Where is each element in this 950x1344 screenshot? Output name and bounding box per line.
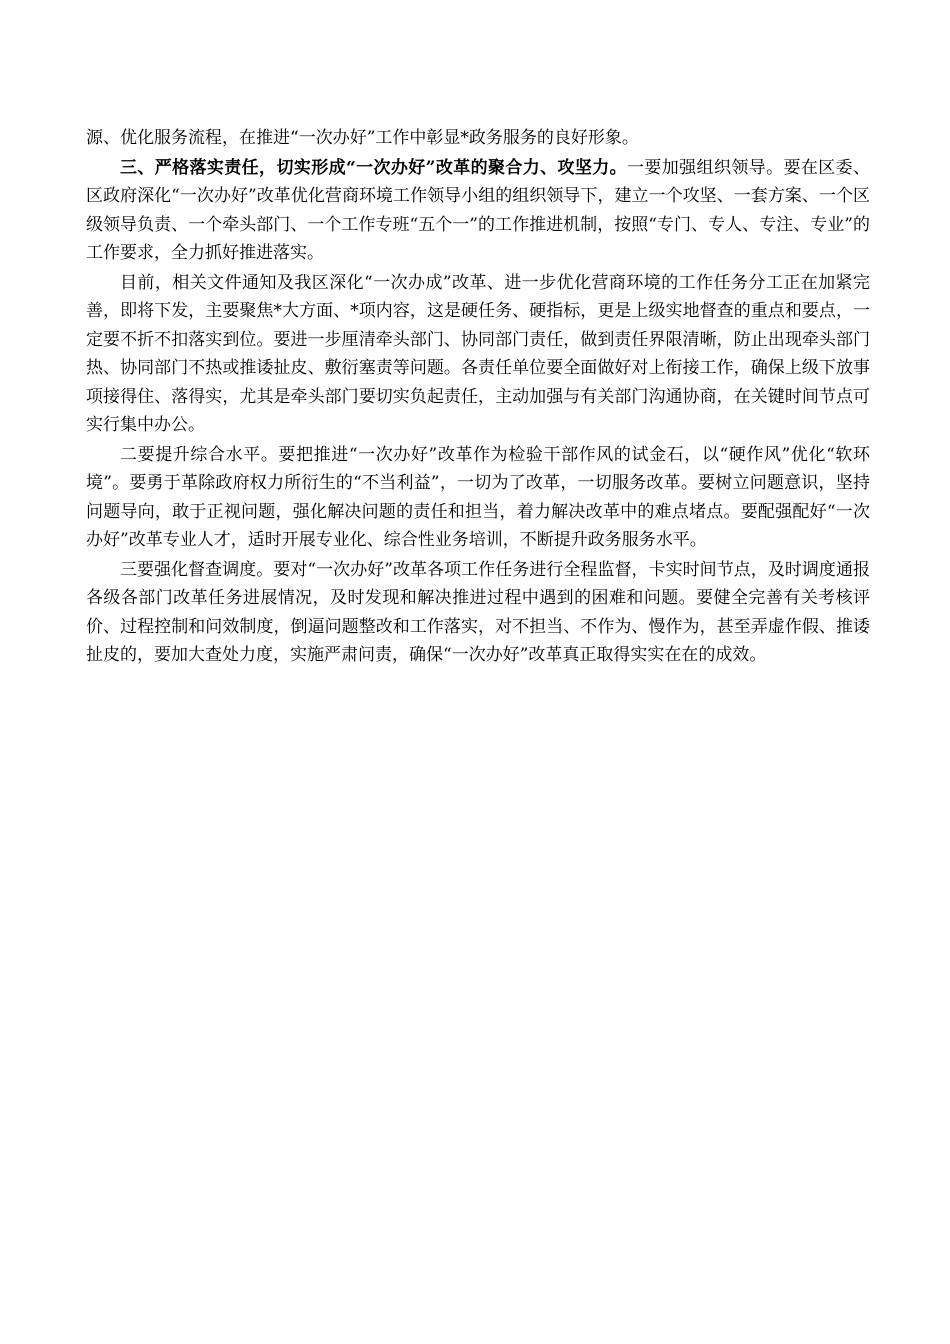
paragraph-text: 目前，相关文件通知及我区深化“一次办成”改革、进一步优化营商环境的工作任务分工正在加紧完善，即将下发，主要聚焦*大方面、*项内容，这是硬任务、硬指标，更是上级实地督查的重点和要点，一定要不折不扣落实到位。要进一步厘清牵头部门、协同部门责任，做到责任界限清晰，防止出现牵头部门热、协同部门不热或推诿扯皮、敷衍塞责等问题。各责任单位要全面做好对上衔接工作，确保上级下放事项接得住、落得实，尤其是牵头部门要切实负起责任，主动加强与有关部门沟通协商，在关键时间节点可实行集中办公。 [86,272,870,435]
paragraph-text: 二要提升综合水平。要把推进“一次办好”改革作为检验干部作风的试金石，以“硬作风”优化“软环境”。要勇于革除政府权力所衍生的“不当利益”，一切为了改革，一切服务改革。要树立问题意识，坚持问题导向，敢于正视问题，强化解决问题的责任和担当，着力解决改革中的难点堵点。要配强配好“一次办好”改革专业人才，适时开展专业化、综合性业务培训，不断提升政务服务水平。 [86,444,870,550]
paragraph-continuation [86,124,870,153]
paragraph-supervision [86,556,870,670]
paragraph-section-three [86,154,870,268]
paragraph-text: 三要强化督查调度。要对“一次办好”改革各项工作任务进行全程监督，卡实时间节点，及时调度通报各级各部门改革任务进展情况，及时发现和解决推进过程中遇到的困难和问题。要健全完善有关考核评价、过程控制和问效制度，倒逼问题整改和工作落实，对不担当、不作为、慢作为，甚至弄虚作假、推诿扯皮的，要加大查处力度，实施严肃问责，确保“一次办好”改革真正取得实实在在的成效。 [86,559,870,665]
section-heading: 三、严格落实责任，切实形成“一次办好”改革的聚合力、攻坚力。 [120,157,628,178]
paragraph-improve-level [86,441,870,555]
document-body [86,124,870,671]
paragraph-task-division [86,269,870,440]
paragraph-text: 源、优化服务流程，在推进“一次办好”工作中彰显*政务服务的良好形象。 [86,128,639,148]
paragraph-text: 一要加强组织领导。要在区委、区政府深化“一次办好”改革优化营商环境工作领导小组的组织领导下，建立一个攻坚、一套方案、一个区级领导负责、一个牵头部门、一个工作专班“五个一”的工作推进机制，按照“专门、专人、专注、专业”的工作要求，全力抓好推进落实。 [86,157,871,263]
